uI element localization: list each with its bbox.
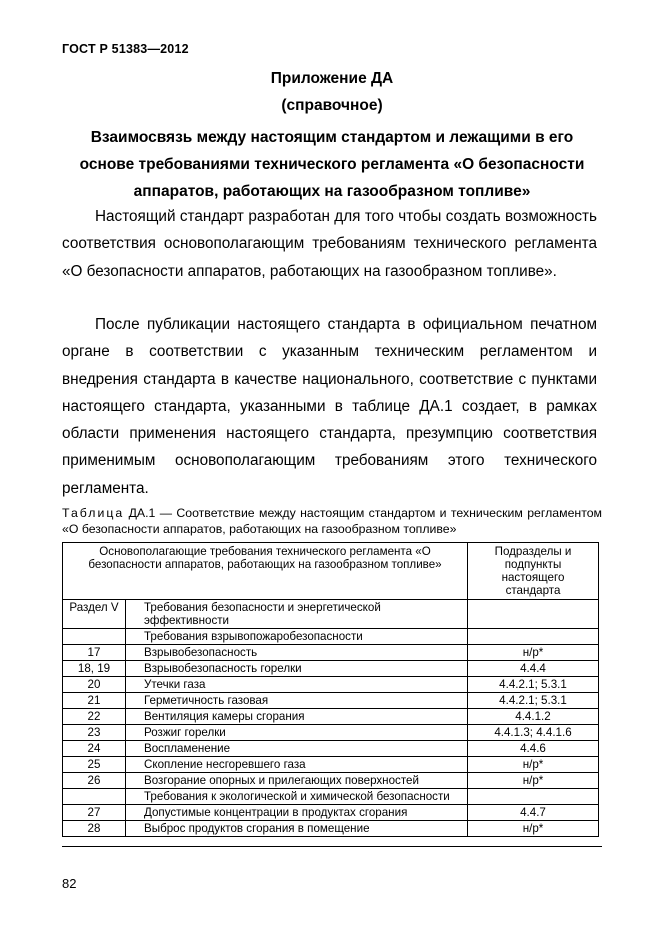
row-reference: н/р* xyxy=(468,645,599,661)
row-reference: н/р* xyxy=(468,773,599,789)
table-caption xyxy=(62,505,602,537)
table-row xyxy=(63,677,599,693)
header-requirements: Основополагающие требования технического регламента «О безопасности аппаратов, работающих на газообразном топливе» xyxy=(63,543,468,600)
row-reference xyxy=(468,600,599,629)
row-reference: 4.4.4 xyxy=(468,661,599,677)
row-number: Раздел V xyxy=(63,600,126,629)
row-requirement: Взрывобезопасность xyxy=(126,645,468,661)
table-header-row xyxy=(63,543,599,600)
table-row xyxy=(63,773,599,789)
table-bottom-rule xyxy=(62,846,602,847)
row-number: 20 xyxy=(63,677,126,693)
document-code: ГОСТ Р 51383—2012 xyxy=(62,42,189,56)
row-number: 27 xyxy=(63,805,126,821)
table-row xyxy=(63,709,599,725)
row-number: 18, 19 xyxy=(63,661,126,677)
table-row xyxy=(63,805,599,821)
row-number: 23 xyxy=(63,725,126,741)
row-reference: 4.4.2.1; 5.3.1 xyxy=(468,693,599,709)
appendix-title: Приложение ДА xyxy=(270,70,394,87)
table-row xyxy=(63,693,599,709)
row-requirement: Герметичность газовая xyxy=(126,693,468,709)
row-requirement: Выброс продуктов сгорания в помещение xyxy=(126,821,468,837)
paragraph-2: После публикации настоящего стандарта в официальном печатном органе в соответствии с указанным техническим регламентом и внедрения стандарта в качестве национального, соответствие с пунктами настоящего стандарта, указанными в таблице ДА.1 создает, в рамках области применения настоящего стандарта, презумпцию соответствия применимым основополагающим требованиям этого технического регламента. xyxy=(62,316,597,497)
table-row xyxy=(63,821,599,837)
row-requirement: Скопление несгоревшего газа xyxy=(126,757,468,773)
row-number: 24 xyxy=(63,741,126,757)
row-number: 17 xyxy=(63,645,126,661)
row-requirement: Воспламенение xyxy=(126,741,468,757)
row-reference: 4.4.1.2 xyxy=(468,709,599,725)
row-reference: 4.4.6 xyxy=(468,741,599,757)
row-requirement: Требования взрывопожаробезопасности xyxy=(126,629,468,645)
row-requirement: Взрывобезопасность горелки xyxy=(126,661,468,677)
table-row xyxy=(63,629,599,645)
row-number: 22 xyxy=(63,709,126,725)
row-requirement: Возгорание опорных и прилегающих поверхностей xyxy=(126,773,468,789)
row-requirement: Требования к экологической и химической безопасности xyxy=(126,789,468,805)
row-requirement: Розжиг горелки xyxy=(126,725,468,741)
row-reference: 4.4.2.1; 5.3.1 xyxy=(468,677,599,693)
row-reference: 4.4.1.3; 4.4.1.6 xyxy=(468,725,599,741)
appendix-heading: Взаимосвязь между настоящим стандартом и лежащими в его основе требованиями технического регламента «О безопасности аппаратов, работающих на газообразном топливе» xyxy=(79,129,585,200)
table-row xyxy=(63,645,599,661)
table-row xyxy=(63,741,599,757)
paragraph-1: Настоящий стандарт разработан для того чтобы создать возможность соответствия основополагающим требованиям технического регламента «О безопасности аппаратов, работающих на газообразном топливе». xyxy=(62,208,597,280)
table-row xyxy=(63,600,599,629)
row-requirement: Утечки газа xyxy=(126,677,468,693)
row-number xyxy=(63,789,126,805)
row-number: 25 xyxy=(63,757,126,773)
row-number: 28 xyxy=(63,821,126,837)
appendix-subtitle: (справочное) xyxy=(281,97,383,114)
table-row xyxy=(63,725,599,741)
row-reference xyxy=(468,789,599,805)
row-reference: 4.4.7 xyxy=(468,805,599,821)
row-number: 26 xyxy=(63,773,126,789)
row-reference: н/р* xyxy=(468,821,599,837)
table-row xyxy=(63,661,599,677)
table-row xyxy=(63,789,599,805)
table-row xyxy=(63,757,599,773)
row-reference: н/р* xyxy=(468,757,599,773)
header-subsections: Подразделы и подпункты настоящего стандарта xyxy=(468,543,599,600)
table-caption-label: Таблица xyxy=(62,506,125,520)
table-caption-text: ДА.1 — Соответствие между настоящим стандартом и техническим регламентом «О безопасности аппаратов, работающих на газообразном топливе» xyxy=(62,506,602,536)
page-number: 82 xyxy=(62,876,77,891)
row-requirement: Требования безопасности и энергетической эффективности xyxy=(126,600,468,629)
correspondence-table xyxy=(62,542,599,837)
row-number: 21 xyxy=(63,693,126,709)
row-requirement: Допустимые концентрации в продуктах сгорания xyxy=(126,805,468,821)
row-requirement: Вентиляция камеры сгорания xyxy=(126,709,468,725)
row-reference xyxy=(468,629,599,645)
row-number xyxy=(63,629,126,645)
